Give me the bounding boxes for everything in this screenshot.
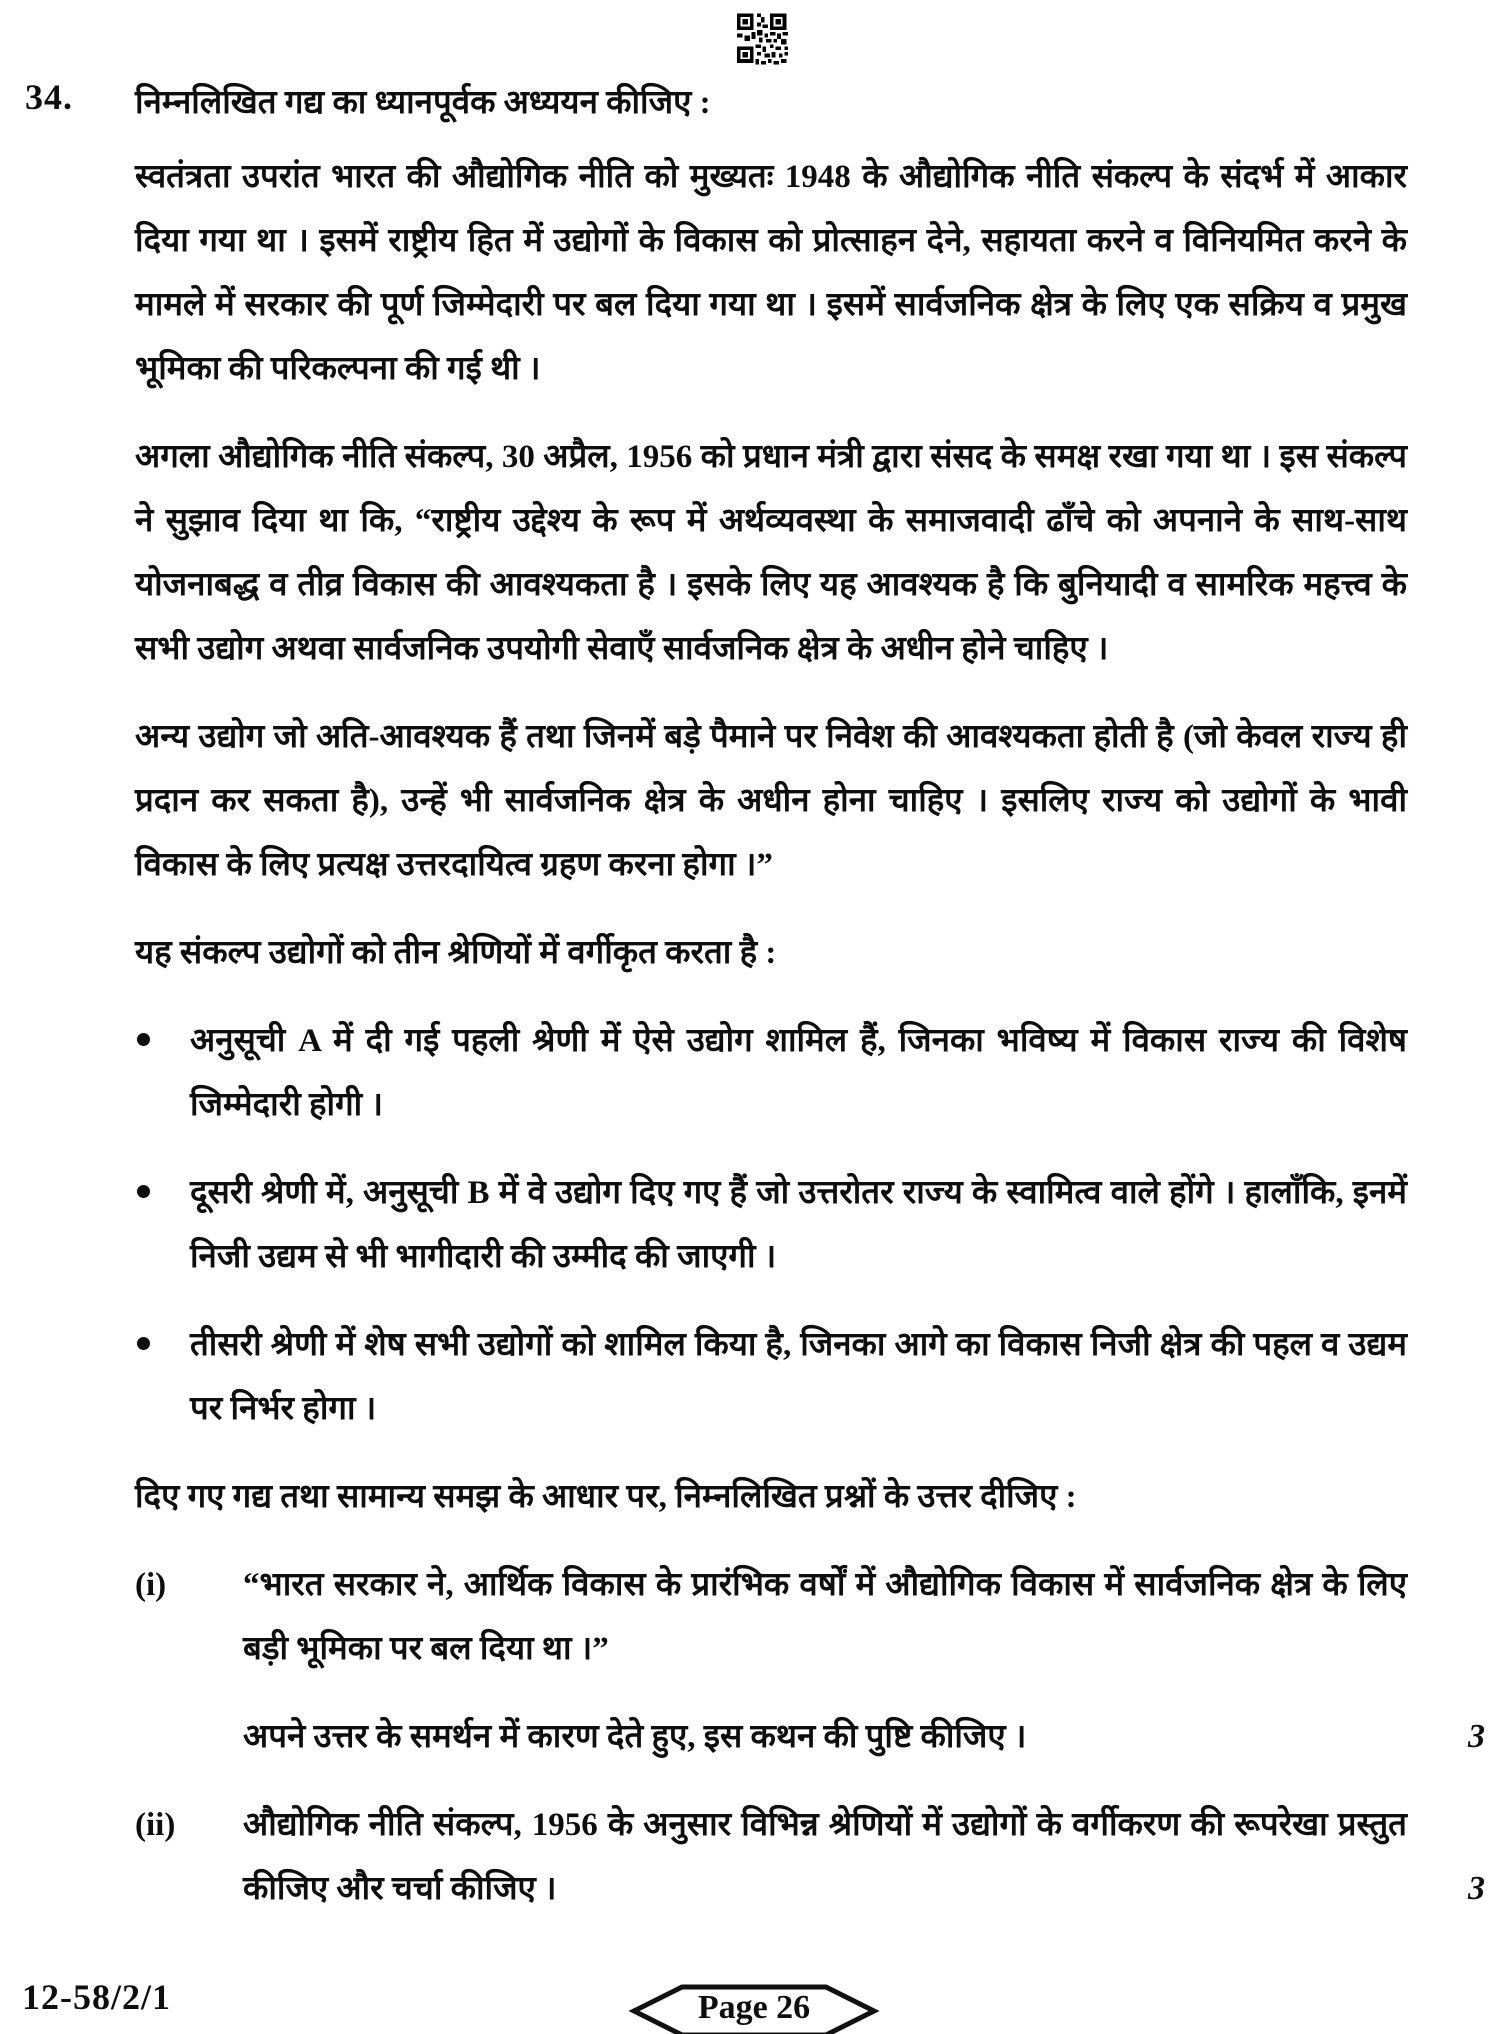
question-block bbox=[25, 77, 1485, 1945]
sub-question-label: (ii) bbox=[135, 1807, 176, 1843]
paper-code: 12-58/2/1 bbox=[22, 1977, 171, 2017]
question-heading bbox=[25, 77, 1407, 123]
passage-bullet bbox=[135, 1009, 1407, 1137]
passage-bullet-list bbox=[135, 1009, 1407, 1441]
bullet-text: तीसरी श्रेणी में शेष सभी उद्योगों को शामिल किया है, जिनका आगे का विकास निजी क्षेत्र की पहल व उद्यम पर निर्भर होगा । bbox=[190, 1327, 1407, 1427]
passage-bullet bbox=[135, 1161, 1407, 1289]
bullet-text: दूसरी श्रेणी में, अनुसूची B में वे उद्योग दिए गए हैं जो उत्तरोतर राज्य के स्वामित्व वाले होंगे । हालाँकि, इनमें निजी उद्यम से भी भागीदारी की उम्मीद की जाएगी । bbox=[190, 1175, 1407, 1275]
sub-question-i bbox=[135, 1553, 1485, 1769]
passage-paragraph: स्वतंत्रता उपरांत भारत की औद्योगिक नीति को मुख्यतः 1948 के औद्योगिक नीति संकल्प के संदर्भ में आकार दिया गया था । इसमें राष्ट्रीय हित में उद्योगों के विकास को प्रोत्साहन देने, सहायता करने व विनियमित करने के मामले में सरकार की पूर्ण जिम्मेदारी पर बल दिया गया था । इसमें सार्वजनिक क्षेत्र के लिए एक सक्रिय व प्रमुख भूमिका की परिकल्पना की गई थी । bbox=[135, 159, 1407, 387]
page-number-label: Page 26 bbox=[697, 1989, 811, 2026]
passage-bullet bbox=[135, 1313, 1407, 1441]
bullet-dot-icon bbox=[137, 1185, 150, 1198]
page-number-badge bbox=[628, 1982, 880, 2034]
classification-line: यह संकल्प उद्योगों को तीन श्रेणियों में वर्गीकृत करता है : bbox=[135, 935, 777, 971]
qr-code-icon bbox=[737, 12, 790, 68]
bullet-text: अनुसूची A में दी गई पहली श्रेणी में ऐसे उद्योग शामिल हैं, जिनका भविष्य में विकास राज्य की विशेष जिम्मेदारी होगी । bbox=[190, 1023, 1407, 1123]
question-number: 34. bbox=[25, 77, 73, 117]
sub-question-label: (i) bbox=[135, 1567, 167, 1603]
marks-badge: 3 bbox=[1468, 1718, 1485, 1755]
question-intro: निम्नलिखित गद्य का ध्यानपूर्वक अध्ययन कीजिए : bbox=[135, 85, 711, 121]
sub-question-followup: अपने उत्तर के समर्थन में कारण देते हुए, इस कथन की पुष्टि कीजिए । bbox=[243, 1719, 1027, 1755]
passage-paragraph: अगला औद्योगिक नीति संकल्प, 30 अप्रैल, 1956 को प्रधान मंत्री द्वारा संसद के समक्ष रखा गया था । इस संकल्प ने सुझाव दिया था कि, “राष्ट्रीय उद्देश्य के रूप में अर्थव्यवस्था के समाजवादी ढाँचे को अपनाने के साथ-साथ योजनाबद्ध व तीव्र विकास की आवश्यकता है । इसके लिए यह आवश्यक है कि बुनियादी व सामरिक महत्त्व के सभी उद्योग अथवा सार्वजनिक उपयोगी सेवाएँ सार्वजनिक क्षेत्र के अधीन होने चाहिए । bbox=[135, 439, 1407, 667]
bullet-dot-icon bbox=[137, 1033, 150, 1046]
bullet-dot-icon bbox=[137, 1337, 150, 1350]
passage-paragraph: अन्य उद्योग जो अति-आवश्यक हैं तथा जिनमें बड़े पैमाने पर निवेश की आवश्यकता होती है (जो केवल राज्य ही प्रदान कर सकता है), उन्हें भी सार्वजनिक क्षेत्र के अधीन होना चाहिए । इसलिए राज्य को उद्योगों के भावी विकास के लिए प्रत्यक्ष उत्तरदायित्व ग्रहण करना होगा ।” bbox=[135, 719, 1407, 883]
sub-question-text: औद्योगिक नीति संकल्प, 1956 के अनुसार विभिन्न श्रेणियों में उद्योगों के वर्गीकरण की रूपरेखा प्रस्तुत कीजिए और चर्चा कीजिए । bbox=[243, 1807, 1407, 1907]
instruction-line: दिए गए गद्य तथा सामान्य समझ के आधार पर, निम्नलिखित प्रश्नों के उत्तर दीजिए : bbox=[135, 1479, 1077, 1515]
sub-question-quote: “भारत सरकार ने, आर्थिक विकास के प्रारंभिक वर्षों में औद्योगिक विकास में सार्वजनिक क्षेत्र के लिए बड़ी भूमिका पर बल दिया था ।” bbox=[243, 1567, 1407, 1667]
marks-badge: 3 bbox=[1468, 1870, 1485, 1907]
sub-question-ii bbox=[135, 1793, 1485, 1921]
